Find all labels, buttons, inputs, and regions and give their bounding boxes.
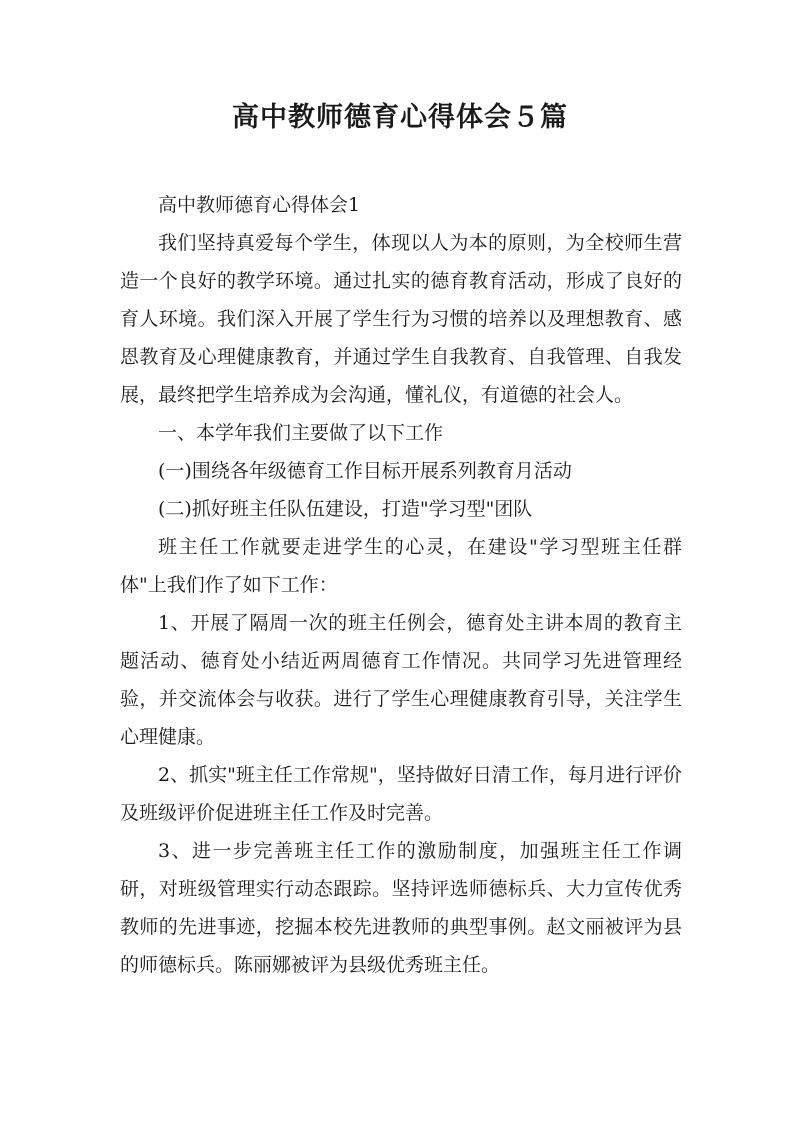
numbered-paragraph-1: 1、开展了隔周一次的班主任例会，德育处主讲本周的教育主题活动、德育处小结近两周德育工作情况。共同学习先进管理经验，并交流体会与收获。进行了学生心理健康教育引导，关注学生心理健康。 (120, 612, 682, 748)
intro-paragraph: 我们坚持真爱每个学生，体现以人为本的原则，为全校师生营造一个良好的教学环境。通过扎实的德育教育活动，形成了良好的育人环境。我们深入开展了学生行为习惯的培养以及理想教育、感恩教育及心理健康教育，并通过学生自我教育、自我管理、自我发展，最终把学生培养成为会沟通，懂礼仪，有道德的社会人。 (120, 232, 682, 406)
section-heading: 高中教师德育心得体会1 (158, 194, 361, 216)
item-two-heading: (二)抓好班主任队伍建设，打造"学习型"团队 (158, 498, 533, 520)
document-title: 高中教师德育心得体会５篇 (232, 102, 568, 133)
body-paragraph: 班主任工作就要走进学生的心灵，在建设"学习型班主任群体"上我们作了如下工作： (120, 536, 682, 596)
item-one-heading: (一)围绕各年级德育工作目标开展系列教育月活动 (158, 460, 572, 482)
numbered-paragraph-2: 2、抓实"班主任工作常规"，坚持做好日清工作，每月进行评价及班级评价促进班主任工作及时完善。 (120, 764, 682, 824)
numbered-paragraph-3: 3、进一步完善班主任工作的激励制度，加强班主任工作调研，对班级管理实行动态跟踪。坚持评选师德标兵、大力宣传优秀教师的先进事迹，挖掘本校先进教师的典型事例。赵文丽被评为县的师德标兵。陈丽娜被评为县级优秀班主任。 (120, 840, 682, 976)
document-body (120, 186, 682, 984)
work-summary-heading: 一、本学年我们主要做了以下工作 (158, 422, 444, 444)
